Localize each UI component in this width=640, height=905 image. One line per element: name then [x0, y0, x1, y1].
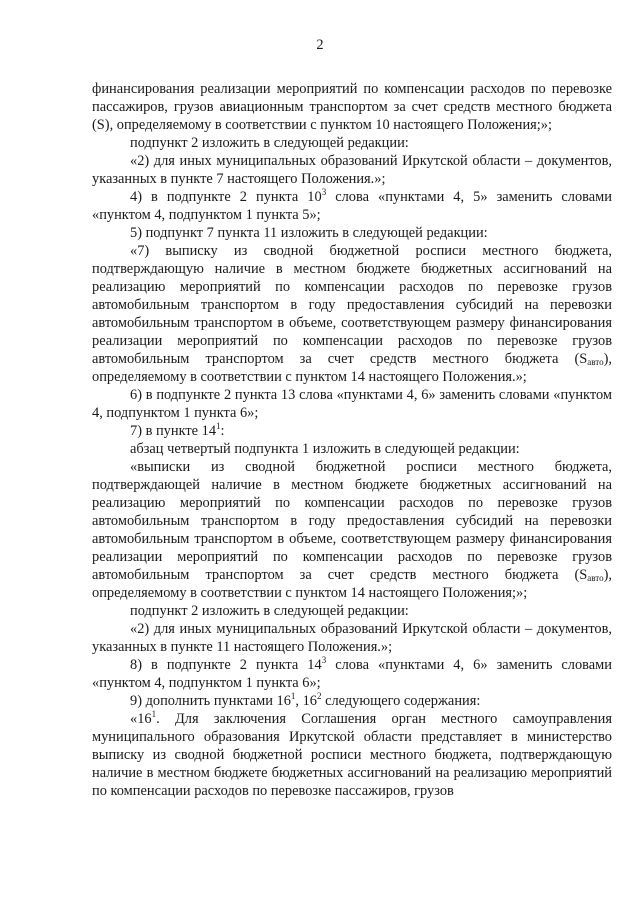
- paragraph: абзац четвертый подпункта 1 изложить в следующей редакции:: [130, 441, 520, 457]
- paragraph: 8) в подпункте 2 пункта $14^3$ слова «пунктами 4, 6» заменить словами «пунктом 4, подпунктом 1 пункта 6»;: [92, 655, 612, 691]
- paragraph: подпункт 2 изложить в следующей редакции:: [130, 603, 409, 619]
- document-body: [92, 80, 612, 800]
- paragraph: «7) выписку из сводной бюджетной росписи местного бюджета, подтверждающую наличие в местном бюджете бюджетных ассигнований на реализацию мероприятий по компенсации расходов по перевозке грузов автомобильным транспортом в году предоставления субсидий на перевозки автомобильным транспортом в объеме, соответствующем размеру финансирования реализации мероприятий по компенсации расходов по перевозке грузов автомобильным транспортом за счет средств местного бюджета $(S_{авто})$, определяемому в соответствии с пунктом 14 настоящего Положения.»;: [92, 243, 612, 385]
- paragraph: финансирования реализации мероприятий по компенсации расходов по перевозке пассажиров, грузов авиационным транспортом за счет средств местного бюджета (S), определяемому в соответствии с пунктом 10 настоящего Положения;»;: [92, 81, 612, 133]
- paragraph: 9) дополнить пунктами $16^1$, $16^2$ следующего содержания:: [130, 691, 481, 709]
- paragraph: 7) в пункте $14^1$:: [130, 421, 225, 439]
- paragraph: «выписки из сводной бюджетной росписи местного бюджета, подтверждающей наличие в местном бюджете бюджетных ассигнований на реализацию мероприятий по компенсации расходов по перевозке грузов автомобильным транспортом в году предоставления субсидий на перевозки автомобильным транспортом в объеме, соответствующем размеру финансирования реализации мероприятий по компенсации расходов по перевозке грузов автомобильным транспортом за счет средств местного бюджета $(S_{авто})$, определяемому в соответствии с пунктом 14 настоящего Положения;»;: [92, 459, 612, 601]
- paragraph: «$16^1$. Для заключения Соглашения орган местного самоуправления муниципального образования Иркутской области представляет в министерство выписку из сводной бюджетной росписи местного бюджета, подтверждающую наличие в местном бюджете бюджетных ассигнований на реализацию мероприятий по компенсации расходов по перевозке пассажиров, грузов: [92, 709, 612, 799]
- paragraph: «2) для иных муниципальных образований Иркутской области – документов, указанных в пункте 11 настоящего Положения.»;: [92, 621, 612, 655]
- paragraph: 4) в подпункте 2 пункта $10^3$ слова «пунктами 4, 5» заменить словами «пунктом 4, подпунктом 1 пункта 5»;: [92, 187, 612, 223]
- paragraph: 5) подпункт 7 пункта 11 изложить в следующей редакции:: [130, 225, 488, 241]
- paragraph: «2) для иных муниципальных образований Иркутской области – документов, указанных в пункте 7 настоящего Положения.»;: [92, 153, 612, 187]
- paragraph: подпункт 2 изложить в следующей редакции:: [130, 135, 409, 151]
- paragraph: 6) в подпункте 2 пункта 13 слова «пунктами 4, 6» заменить словами «пунктом 4, подпунктом 1 пункта 6»;: [92, 387, 612, 421]
- page-number: 2: [316, 37, 324, 53]
